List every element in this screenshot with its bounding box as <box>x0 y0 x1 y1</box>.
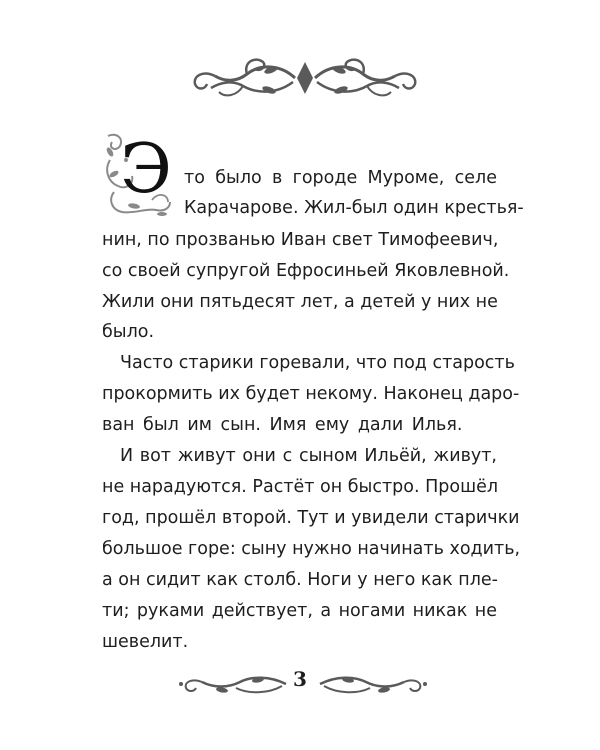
text-line: ван был им сын. Имя ему дали Илья. <box>102 415 463 435</box>
text-line: Карачарове. Жил-был один крестья- <box>184 198 524 218</box>
text-line: не нарадуются. Растёт он быстро. Прошёл <box>102 477 499 497</box>
dropcap-letter: Э <box>120 130 173 209</box>
bottom-flourish-left-icon <box>178 672 288 696</box>
text-line: шевелит. <box>102 632 189 652</box>
dropcap <box>104 130 176 216</box>
text-line: Жили они пятьдесят лет, а детей у них не <box>102 292 498 312</box>
text-line: нин, по прозванью Иван свет Тимофеевич, <box>102 230 499 250</box>
text-line: большое горе: сыну нужно начинать ходить, <box>102 539 521 559</box>
text-line: прокормить их будет некому. Наконец даро- <box>102 384 520 404</box>
text-line: год, прошёл второй. Тут и увидели старички <box>102 508 520 528</box>
bottom-flourish-right-icon <box>318 672 428 696</box>
text-line: то было в городе Муроме, селе <box>184 168 497 188</box>
text-line: со своей супругой Ефросиньей Яковлевной. <box>102 261 510 281</box>
text-line: ти; руками действует, а ногами никак не <box>102 601 497 621</box>
text-line: было. <box>102 322 155 342</box>
top-flourish-icon <box>185 52 425 104</box>
page-number: 3 <box>293 667 307 691</box>
text-line: Часто старики горевали, что под старость <box>120 353 515 373</box>
text-line: И вот живут они с сыном Ильёй, живут, <box>120 446 497 466</box>
text-line: а он сидит как столб. Ноги у него как пле- <box>102 570 498 590</box>
